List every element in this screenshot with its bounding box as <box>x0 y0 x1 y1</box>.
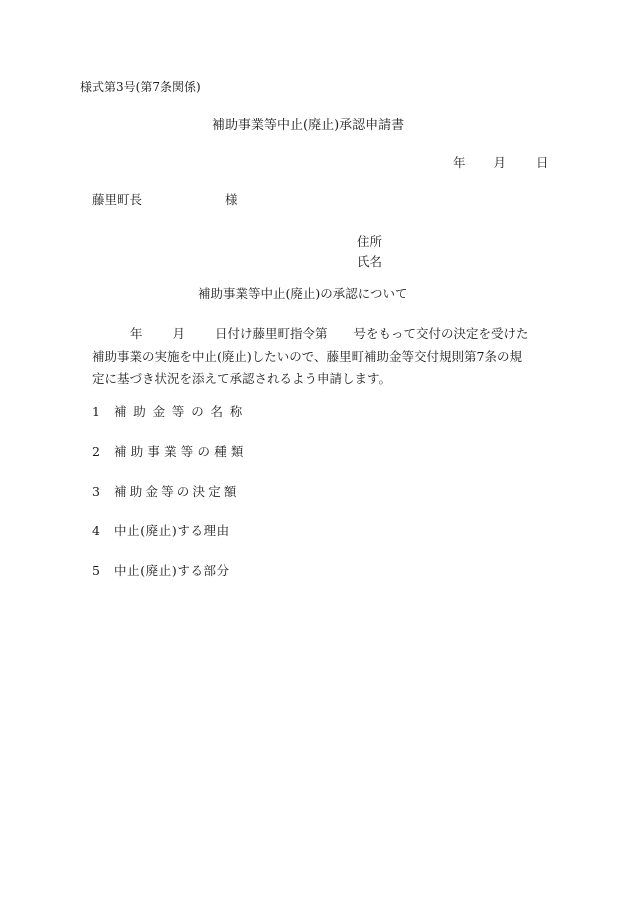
addressee <box>92 194 238 207</box>
addressee-honorific: 様 <box>225 192 238 207</box>
applicant-block <box>357 232 382 272</box>
body-line1-mid: 日付け藤里町指令第 <box>215 326 328 341</box>
list-item <box>92 406 249 419</box>
item-label: 中止(廃止)する部分 <box>114 563 230 578</box>
name-label: 氏名 <box>357 254 383 269</box>
form-number: 様式第3号(第7条関係) <box>80 80 201 94</box>
subject-line: 補助事業等中止(廃止)の承認について <box>198 286 408 301</box>
item-label: 中止(廃止)する理由 <box>114 523 230 538</box>
date-month-label: 月 <box>493 155 507 170</box>
item-label: 補助事業等の種類 <box>114 444 248 459</box>
list-item <box>92 446 248 459</box>
body-line-2: 補助事業の実施を中止(廃止)したいので、藤里町補助金等交付規則第7条の規 <box>92 348 522 364</box>
body-line-1 <box>92 323 562 346</box>
date-year-label: 年 <box>453 155 466 170</box>
body-line-3: 定に基づき状況を添えて承認されるよう申請します。 <box>92 371 392 386</box>
document-title: 補助事業等中止(廃止)承認申請書 <box>212 118 405 133</box>
item-number: 5 <box>92 563 100 578</box>
list-item <box>92 486 240 499</box>
body-month: 月 <box>172 326 186 341</box>
date-day-label: 日 <box>536 155 549 170</box>
date-line <box>453 157 549 170</box>
list-item <box>92 525 230 538</box>
item-number: 3 <box>92 484 100 499</box>
item-label: 補助金等の名称 <box>114 404 250 419</box>
body-year: 年 <box>130 326 143 341</box>
item-number: 1 <box>92 404 100 419</box>
body-line1-end: 号をもって交付の決定を受けた <box>353 326 529 341</box>
addressee-name: 藤里町長 <box>92 192 143 207</box>
list-item <box>92 565 230 578</box>
item-label: 補助金等の決定額 <box>114 484 240 499</box>
address-label: 住所 <box>357 234 383 249</box>
item-number: 4 <box>92 523 100 538</box>
item-number: 2 <box>92 444 100 459</box>
body-paragraph <box>92 323 562 391</box>
